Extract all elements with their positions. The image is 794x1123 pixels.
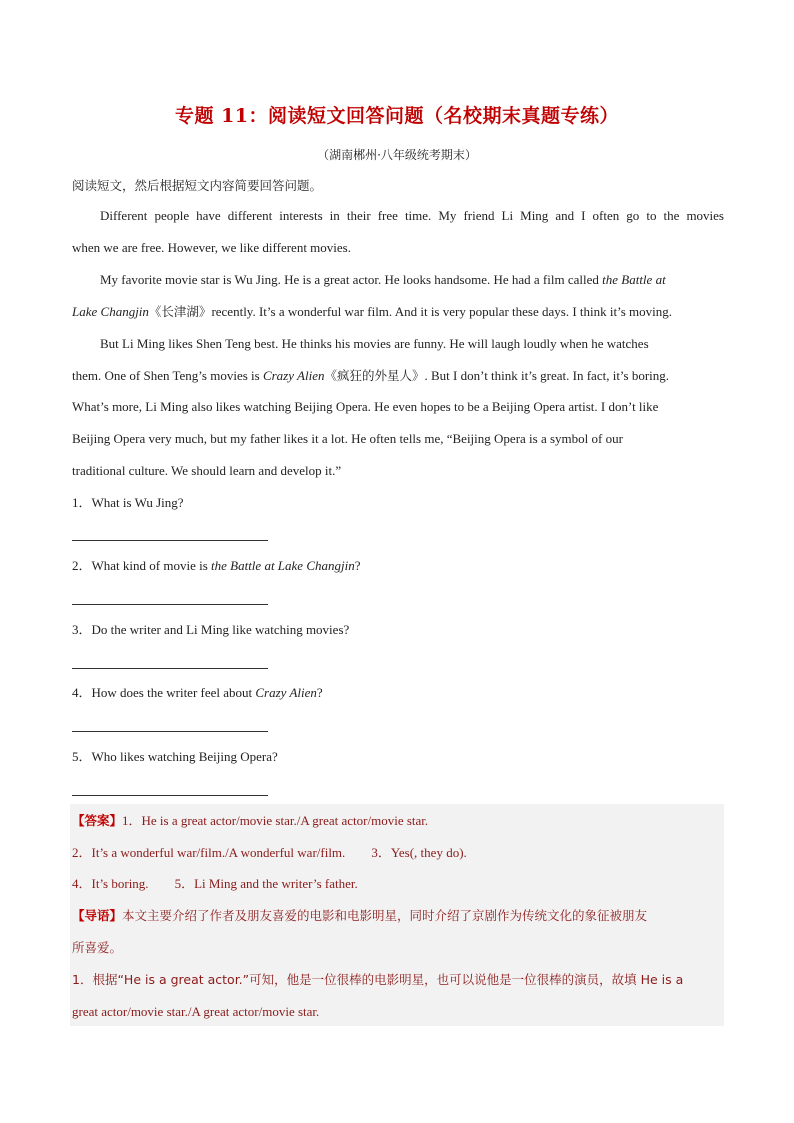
- page-title: 专题 11：阅读短文回答问题（名校期末真题专练）: [174, 105, 620, 127]
- passage-line: But Li Ming likes Shen Teng best. He thinks his movies are funny. He will laugh loudly when he watches: [100, 336, 649, 351]
- answer-text: 2．It’s a wonderful war/film./A wonderful war/film.: [72, 845, 346, 860]
- passage-line: Beijing Opera very much, but my father likes it a lot. He often tells me, “Beijing Opera is a symbol of our: [72, 431, 623, 446]
- question-4: [72, 684, 724, 702]
- passage-text: My favorite movie star is Wu Jing. He is a great actor. He looks handsome. He had a film called: [100, 272, 603, 287]
- question-text: ?: [354, 558, 361, 573]
- guide-tag: 【导语】: [72, 908, 123, 923]
- answer-text: 5．Li Ming and the writer’s father.: [174, 876, 358, 891]
- guide-line-1: [72, 907, 724, 925]
- movie-title: Lake Changjin: [72, 304, 149, 319]
- passage-text: recently. It’s a wonderful war film. And it is very popular these days. I think it’s moving.: [211, 304, 673, 319]
- passage-text: . But I don’t think it’s great. In fact, it’s boring.: [424, 368, 670, 383]
- movie-title: Crazy Alien: [255, 685, 317, 700]
- question-text: ?: [316, 685, 323, 700]
- question-2: [72, 557, 724, 575]
- passage-text: them. One of Shen Teng’s movies is: [72, 368, 263, 383]
- source-note: （湖南郴州·八年级统考期末）: [317, 148, 477, 162]
- passage-line: traditional culture. We should learn and develop it.”: [72, 463, 342, 478]
- answer-blank-5[interactable]: [72, 795, 268, 796]
- passage-line: [72, 367, 724, 385]
- explanation-line-2: great actor/movie star./A great actor/movie star.: [72, 1004, 320, 1019]
- passage-line: Different people have different interests in their free time. My friend Li Ming and I often go to the movies: [100, 208, 724, 223]
- question-1: 1．What is Wu Jing?: [72, 495, 184, 510]
- movie-title: Crazy Alien: [262, 368, 325, 383]
- answer-text: 4．It’s boring.: [72, 876, 149, 891]
- guide-line-2: 所喜爱。: [72, 940, 123, 955]
- passage-line: when we are free. However, we like different movies.: [72, 240, 351, 255]
- passage-line: [72, 303, 724, 321]
- movie-title-cn: 《长津湖》: [148, 304, 212, 319]
- question-text: 4．How does the writer feel about: [72, 685, 256, 700]
- question-5: 5．Who likes watching Beijing Opera?: [72, 749, 278, 764]
- answer-text: 1．He is a great actor/movie star./A great actor/movie star.: [122, 813, 429, 828]
- answer-tag: 【答案】: [72, 813, 123, 828]
- passage-line: [100, 271, 724, 289]
- instruction: 阅读短文，然后根据短文内容简要回答问题。: [72, 178, 323, 193]
- question-3: 3．Do the writer and Li Ming like watching movies?: [72, 622, 350, 637]
- movie-title: the Battle at: [602, 272, 666, 287]
- answer-blank-4[interactable]: [72, 731, 268, 732]
- movie-title-cn: 《疯狂的外星人》: [324, 368, 425, 383]
- question-text: 2．What kind of movie is: [72, 558, 212, 573]
- answer-text: 3．Yes(, they do).: [371, 845, 467, 860]
- guide-text: 本文主要介绍了作者及朋友喜爱的电影和电影明星，同时介绍了京剧作为传统文化的象征被朋友: [122, 908, 648, 923]
- answer-line-2: [72, 844, 724, 862]
- passage-line: What’s more, Li Ming also likes watching Beijing Opera. He even hopes to be a Beijing Opera artist. I don’t like: [72, 399, 659, 414]
- answer-blank-3[interactable]: [72, 668, 268, 669]
- answer-blank-2[interactable]: [72, 604, 268, 605]
- movie-title: the Battle at Lake Changjin: [211, 558, 355, 573]
- answer-blank-1[interactable]: [72, 540, 268, 541]
- answer-line-3: [72, 875, 724, 893]
- explanation-line-1: 1．根据“He is a great actor.”可知，他是一位很棒的电影明星，也可以说他是一位很棒的演员，故填 He is a: [72, 972, 684, 987]
- answer-line-1: [72, 812, 724, 830]
